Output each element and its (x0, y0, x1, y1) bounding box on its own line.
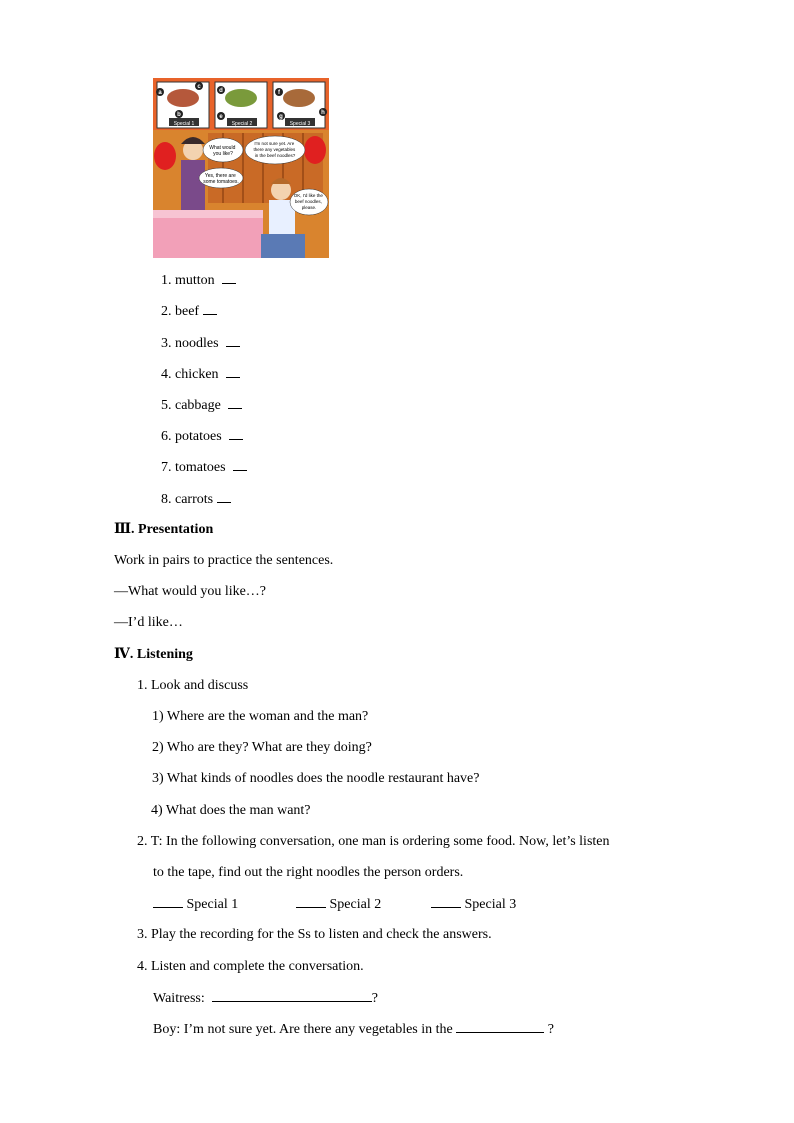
label-g: g (279, 114, 283, 120)
listening-item-2-line-2: to the tape, find out the right noodles the person orders. (153, 865, 464, 880)
special-1-label: Special 1 (186, 897, 239, 912)
restaurant-illustration (153, 78, 329, 258)
vocab-item: 4. chicken (161, 365, 240, 384)
special-3-blank[interactable] (431, 895, 461, 908)
listening-item-4: 4. Listen and complete the conversation. (137, 959, 364, 974)
special-3-tag: Special 3 (289, 121, 311, 127)
bubble-man-2-line2: beef noodles, (294, 199, 322, 204)
bubble-woman-1-line1: What would (209, 145, 236, 151)
special-3-label: Special 3 (464, 897, 517, 912)
label-b: b (177, 112, 181, 118)
listening-item-3: 3. Play the recording for the Ss to listen and check the answers. (137, 927, 492, 942)
boy-line (153, 1020, 554, 1039)
discussion-question: 2) Who are they? What are they doing? (152, 740, 372, 755)
discussion-question: 1) Where are the woman and the man? (152, 709, 369, 724)
special-2-tag: Special 2 (231, 121, 253, 127)
waitress-label: Waitress: (153, 991, 205, 1006)
waitress-blank[interactable] (212, 989, 372, 1002)
boy-text: Boy: I’m not sure yet. Are there any vegetables in the (153, 1022, 453, 1037)
waitress-line (153, 989, 378, 1008)
special-2-blank[interactable] (296, 895, 326, 908)
bubble-man-1-line1: I'm not sure yet. Are (254, 141, 295, 146)
waitress-question-mark: ? (371, 991, 378, 1006)
special-1-blank[interactable] (153, 895, 183, 908)
special-options-row (153, 895, 238, 914)
presentation-instruction: Work in pairs to practice the sentences. (114, 553, 334, 568)
listening-heading: Ⅳ. Listening (114, 647, 193, 662)
bubble-woman-2-line1: Yes, there are (204, 173, 236, 179)
svg-text:I'm not sure yet. Are ther (253, 141, 296, 158)
svg-text:What would you like? (209, 145, 237, 157)
discussion-question: 3) What kinds of noodles does the noodle restaurant have? (152, 771, 480, 786)
discussion-question: 4) What does the man want? (151, 803, 311, 818)
bubble-man-2-line3: please. (301, 205, 317, 210)
vocab-item: 6. potatoes (161, 427, 243, 446)
bubble-man-1-line3: in the beef noodles? (254, 153, 296, 158)
presentation-line-2: —I’d like… (114, 615, 183, 630)
bubble-woman-1-line2: you like? (213, 151, 233, 157)
listening-item-2-line-1: 2. T: In the following conversation, one man is ordering some food. Now, let’s listen (137, 834, 610, 849)
bubble-woman-2-line2: some tomatoes. (203, 179, 239, 185)
vocab-item: 2. beef (161, 302, 217, 321)
boy-question-mark: ? (547, 1022, 554, 1037)
label-a: a (158, 90, 162, 96)
label-f: f (278, 90, 280, 96)
vocab-item: 1. mutton (161, 271, 236, 290)
special-options-row (296, 895, 381, 914)
bubble-man-2-line1: OK, I'd like the (293, 193, 323, 198)
listening-item-1: 1. Look and discuss (137, 678, 249, 693)
vocab-item: 7. tomatoes (161, 458, 247, 477)
special-1-tag: Special 1 (173, 121, 195, 127)
vocab-item: 8. carrots (161, 490, 231, 509)
label-e: e (219, 114, 223, 120)
special-2-label: Special 2 (329, 897, 382, 912)
boy-blank[interactable] (456, 1020, 544, 1033)
presentation-heading: Ⅲ. Presentation (114, 522, 214, 537)
vocab-item: 3. noodles (161, 334, 240, 353)
svg-text:Yes, there are some tomato (203, 173, 239, 185)
label-c: c (197, 84, 201, 90)
special-options-row (431, 895, 516, 914)
vocab-item: 5. cabbage (161, 396, 242, 415)
label-h: h (321, 110, 325, 116)
bubble-man-1-line2: there any vegetables (253, 147, 296, 152)
label-d: d (219, 88, 223, 94)
presentation-line-1: —What would you like…? (114, 584, 267, 599)
